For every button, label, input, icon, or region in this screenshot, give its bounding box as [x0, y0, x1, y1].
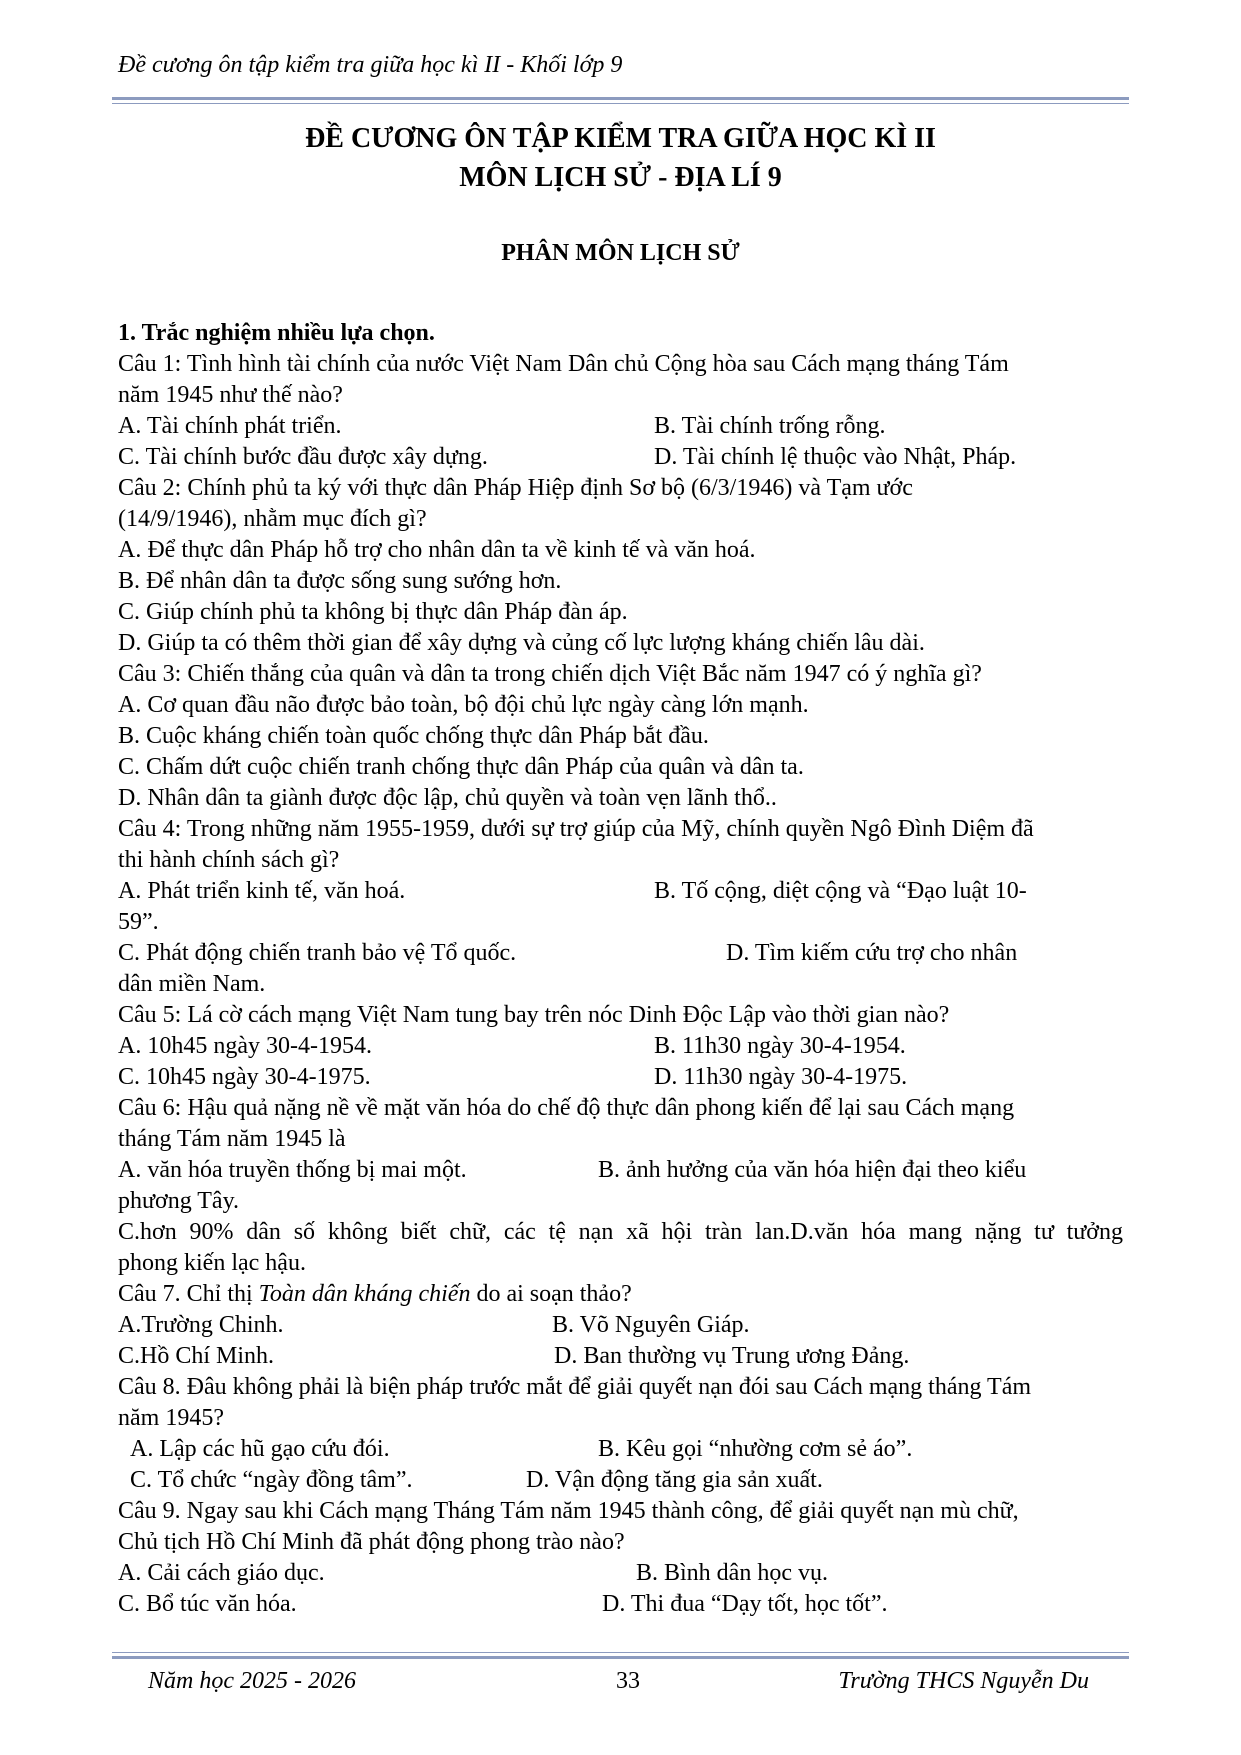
question-4-cont: thi hành chính sách gì?	[118, 847, 340, 873]
question-8: Câu 8. Đâu không phải là biện pháp trước mắt để giải quyết nạn đói sau Cách mạng tháng Tám	[118, 1374, 1032, 1400]
q1-option-a: A. Tài chính phát triển.	[118, 413, 342, 439]
q4-option-b-cont: 59”.	[118, 909, 159, 935]
q3-option-a: A. Cơ quan đầu não được bảo toàn, bộ đội chủ lực ngày càng lớn mạnh.	[118, 692, 809, 718]
question-1-cont: năm 1945 như thế nào?	[118, 382, 343, 408]
question-content	[118, 318, 1123, 1620]
q9-option-a: A. Cải cách giáo dục.	[118, 1560, 325, 1586]
q7-options-ab	[118, 1310, 1123, 1341]
question-5: Câu 5: Lá cờ cách mạng Việt Nam tung bay trên nóc Dinh Độc Lập vào thời gian nào?	[118, 1002, 950, 1028]
q3-option-b: B. Cuộc kháng chiến toàn quốc chống thực dân Pháp bắt đầu.	[118, 723, 709, 749]
q1-options-cd	[118, 442, 1123, 473]
question-7	[118, 1279, 1123, 1310]
q6-option-b: B. ảnh hưởng của văn hóa hiện đại theo kiểu	[598, 1157, 1027, 1183]
q4-option-b: B. Tố cộng, diệt cộng và “Đạo luật 10-	[654, 878, 1027, 904]
footer-school-name: Trường THCS Nguyễn Du	[838, 1668, 1089, 1694]
footer-rule-thick	[112, 1656, 1129, 1659]
q2-option-d: D. Giúp ta có thêm thời gian để xây dựng và củng cố lực lượng kháng chiến lâu dài.	[118, 630, 925, 656]
page-number: 33	[616, 1668, 640, 1694]
question-1: Câu 1: Tình hình tài chính của nước Việt Nam Dân chủ Cộng hòa sau Cách mạng tháng Tám	[118, 351, 1009, 377]
q4-option-d: D. Tìm kiếm cứu trợ cho nhân	[726, 940, 1018, 966]
question-3: Câu 3: Chiến thắng của quân và dân ta trong chiến dịch Việt Bắc năm 1947 có ý nghĩa gì?	[118, 661, 982, 687]
q7-option-c: C.Hồ Chí Minh.	[118, 1343, 275, 1369]
q3-option-c: C. Chấm dứt cuộc chiến tranh chống thực dân Pháp của quân và dân ta.	[118, 754, 804, 780]
question-9: Câu 9. Ngay sau khi Cách mạng Tháng Tám năm 1945 thành công, để giải quyết nạn mù chữ,	[118, 1498, 1019, 1524]
q3-option-d: D. Nhân dân ta giành được độc lập, chủ quyền và toàn vẹn lãnh thổ..	[118, 785, 777, 811]
q9-options-cd	[118, 1589, 1123, 1620]
q7-option-b: B. Võ Nguyên Giáp.	[552, 1312, 750, 1338]
q7-options-cd	[118, 1341, 1123, 1372]
q6-option-b-cont: phương Tây.	[118, 1188, 240, 1214]
q1-option-c: C. Tài chính bước đầu được xây dựng.	[118, 444, 488, 470]
q5-option-c: C. 10h45 ngày 30-4-1975.	[118, 1064, 371, 1090]
question-6-cont: tháng Tám năm 1945 là	[118, 1126, 346, 1152]
q7-directive-title: Toàn dân kháng chiến	[258, 1281, 471, 1307]
question-9-cont: Chủ tịch Hồ Chí Minh đã phát động phong trào nào?	[118, 1529, 625, 1555]
q7-prefix: Câu 7. Chỉ thị	[118, 1281, 259, 1307]
q1-option-d: D. Tài chính lệ thuộc vào Nhật, Pháp.	[654, 444, 1017, 470]
section-heading: 1. Trắc nghiệm nhiều lựa chọn.	[118, 320, 435, 346]
q6-options-cd: C.hơn 90% dân số không biết chữ, các tệ nạn xã hội tràn lan.D.văn hóa mang nặng tư tưởng	[118, 1219, 1123, 1245]
question-6: Câu 6: Hậu quả nặng nề về mặt văn hóa do chế độ thực dân phong kiến để lại sau Cách mạng	[118, 1095, 1015, 1121]
q8-option-c: C. Tổ chức “ngày đồng tâm”.	[130, 1467, 413, 1493]
q5-options-ab	[118, 1031, 1123, 1062]
q5-option-a: A. 10h45 ngày 30-4-1954.	[118, 1033, 372, 1059]
q9-option-d: D. Thi đua “Dạy tốt, học tốt”.	[602, 1591, 888, 1617]
footer-rule-thin	[112, 1652, 1129, 1653]
q6-option-a: A. văn hóa truyền thống bị mai một.	[118, 1157, 467, 1183]
doc-title-line2: MÔN LỊCH SỬ - ĐỊA LÍ 9	[459, 162, 782, 193]
question-2-cont: (14/9/1946), nhằm mục đích gì?	[118, 506, 427, 532]
q2-option-c: C. Giúp chính phủ ta không bị thực dân Pháp đàn áp.	[118, 599, 628, 625]
q6-options-cd-cont: phong kiến lạc hậu.	[118, 1250, 306, 1276]
q4-option-c: C. Phát động chiến tranh bảo vệ Tổ quốc.	[118, 940, 517, 966]
running-header: Đề cương ôn tập kiểm tra giữa học kì II - Khối lớp 9	[118, 52, 623, 78]
q8-options-ab	[118, 1434, 1123, 1465]
footer-school-year: Năm học 2025 - 2026	[148, 1668, 356, 1694]
doc-title-line1: ĐỀ CƯƠNG ÔN TẬP KIỂM TRA GIỮA HỌC KÌ II	[305, 123, 936, 154]
question-8-cont: năm 1945?	[118, 1405, 224, 1431]
q1-option-b: B. Tài chính trống rỗng.	[654, 413, 886, 439]
q7-option-d: D. Ban thường vụ Trung ương Đảng.	[554, 1343, 910, 1369]
q7-suffix: do ai soạn thảo?	[470, 1281, 632, 1307]
header-rule-thin	[112, 103, 1129, 104]
q2-option-a: A. Để thực dân Pháp hỗ trợ cho nhân dân ta về kinh tế và văn hoá.	[118, 537, 756, 563]
q8-option-a: A. Lập các hũ gạo cứu đói.	[130, 1436, 390, 1462]
q8-option-d: D. Vận động tăng gia sản xuất.	[526, 1467, 823, 1493]
q6-options-ab	[118, 1155, 1123, 1186]
q5-option-b: B. 11h30 ngày 30-4-1954.	[654, 1033, 906, 1059]
q8-options-cd	[118, 1465, 1123, 1496]
q5-options-cd	[118, 1062, 1123, 1093]
q5-option-d: D. 11h30 ngày 30-4-1975.	[654, 1064, 908, 1090]
question-4: Câu 4: Trong những năm 1955-1959, dưới sự trợ giúp của Mỹ, chính quyền Ngô Đình Diệm đã	[118, 816, 1034, 842]
header-rule-thick	[112, 97, 1129, 100]
question-2: Câu 2: Chính phủ ta ký với thực dân Pháp Hiệp định Sơ bộ (6/3/1946) và Tạm ước	[118, 475, 913, 501]
q4-option-a: A. Phát triển kinh tế, văn hoá.	[118, 878, 406, 904]
q2-option-b: B. Để nhân dân ta được sống sung sướng hơn.	[118, 568, 562, 594]
q9-option-b: B. Bình dân học vụ.	[636, 1560, 828, 1586]
q9-option-c: C. Bổ túc văn hóa.	[118, 1591, 297, 1617]
q7-option-a: A.Trường Chinh.	[118, 1312, 284, 1338]
q1-options-ab	[118, 411, 1123, 442]
q4-options-cd	[118, 938, 1123, 969]
q4-option-d-cont: dân miền Nam.	[118, 971, 266, 997]
q9-options-ab	[118, 1558, 1123, 1589]
doc-subtitle: PHÂN MÔN LỊCH SỬ	[501, 240, 740, 266]
q8-option-b: B. Kêu gọi “nhường cơm sẻ áo”.	[598, 1436, 913, 1462]
q4-options-ab	[118, 876, 1123, 907]
